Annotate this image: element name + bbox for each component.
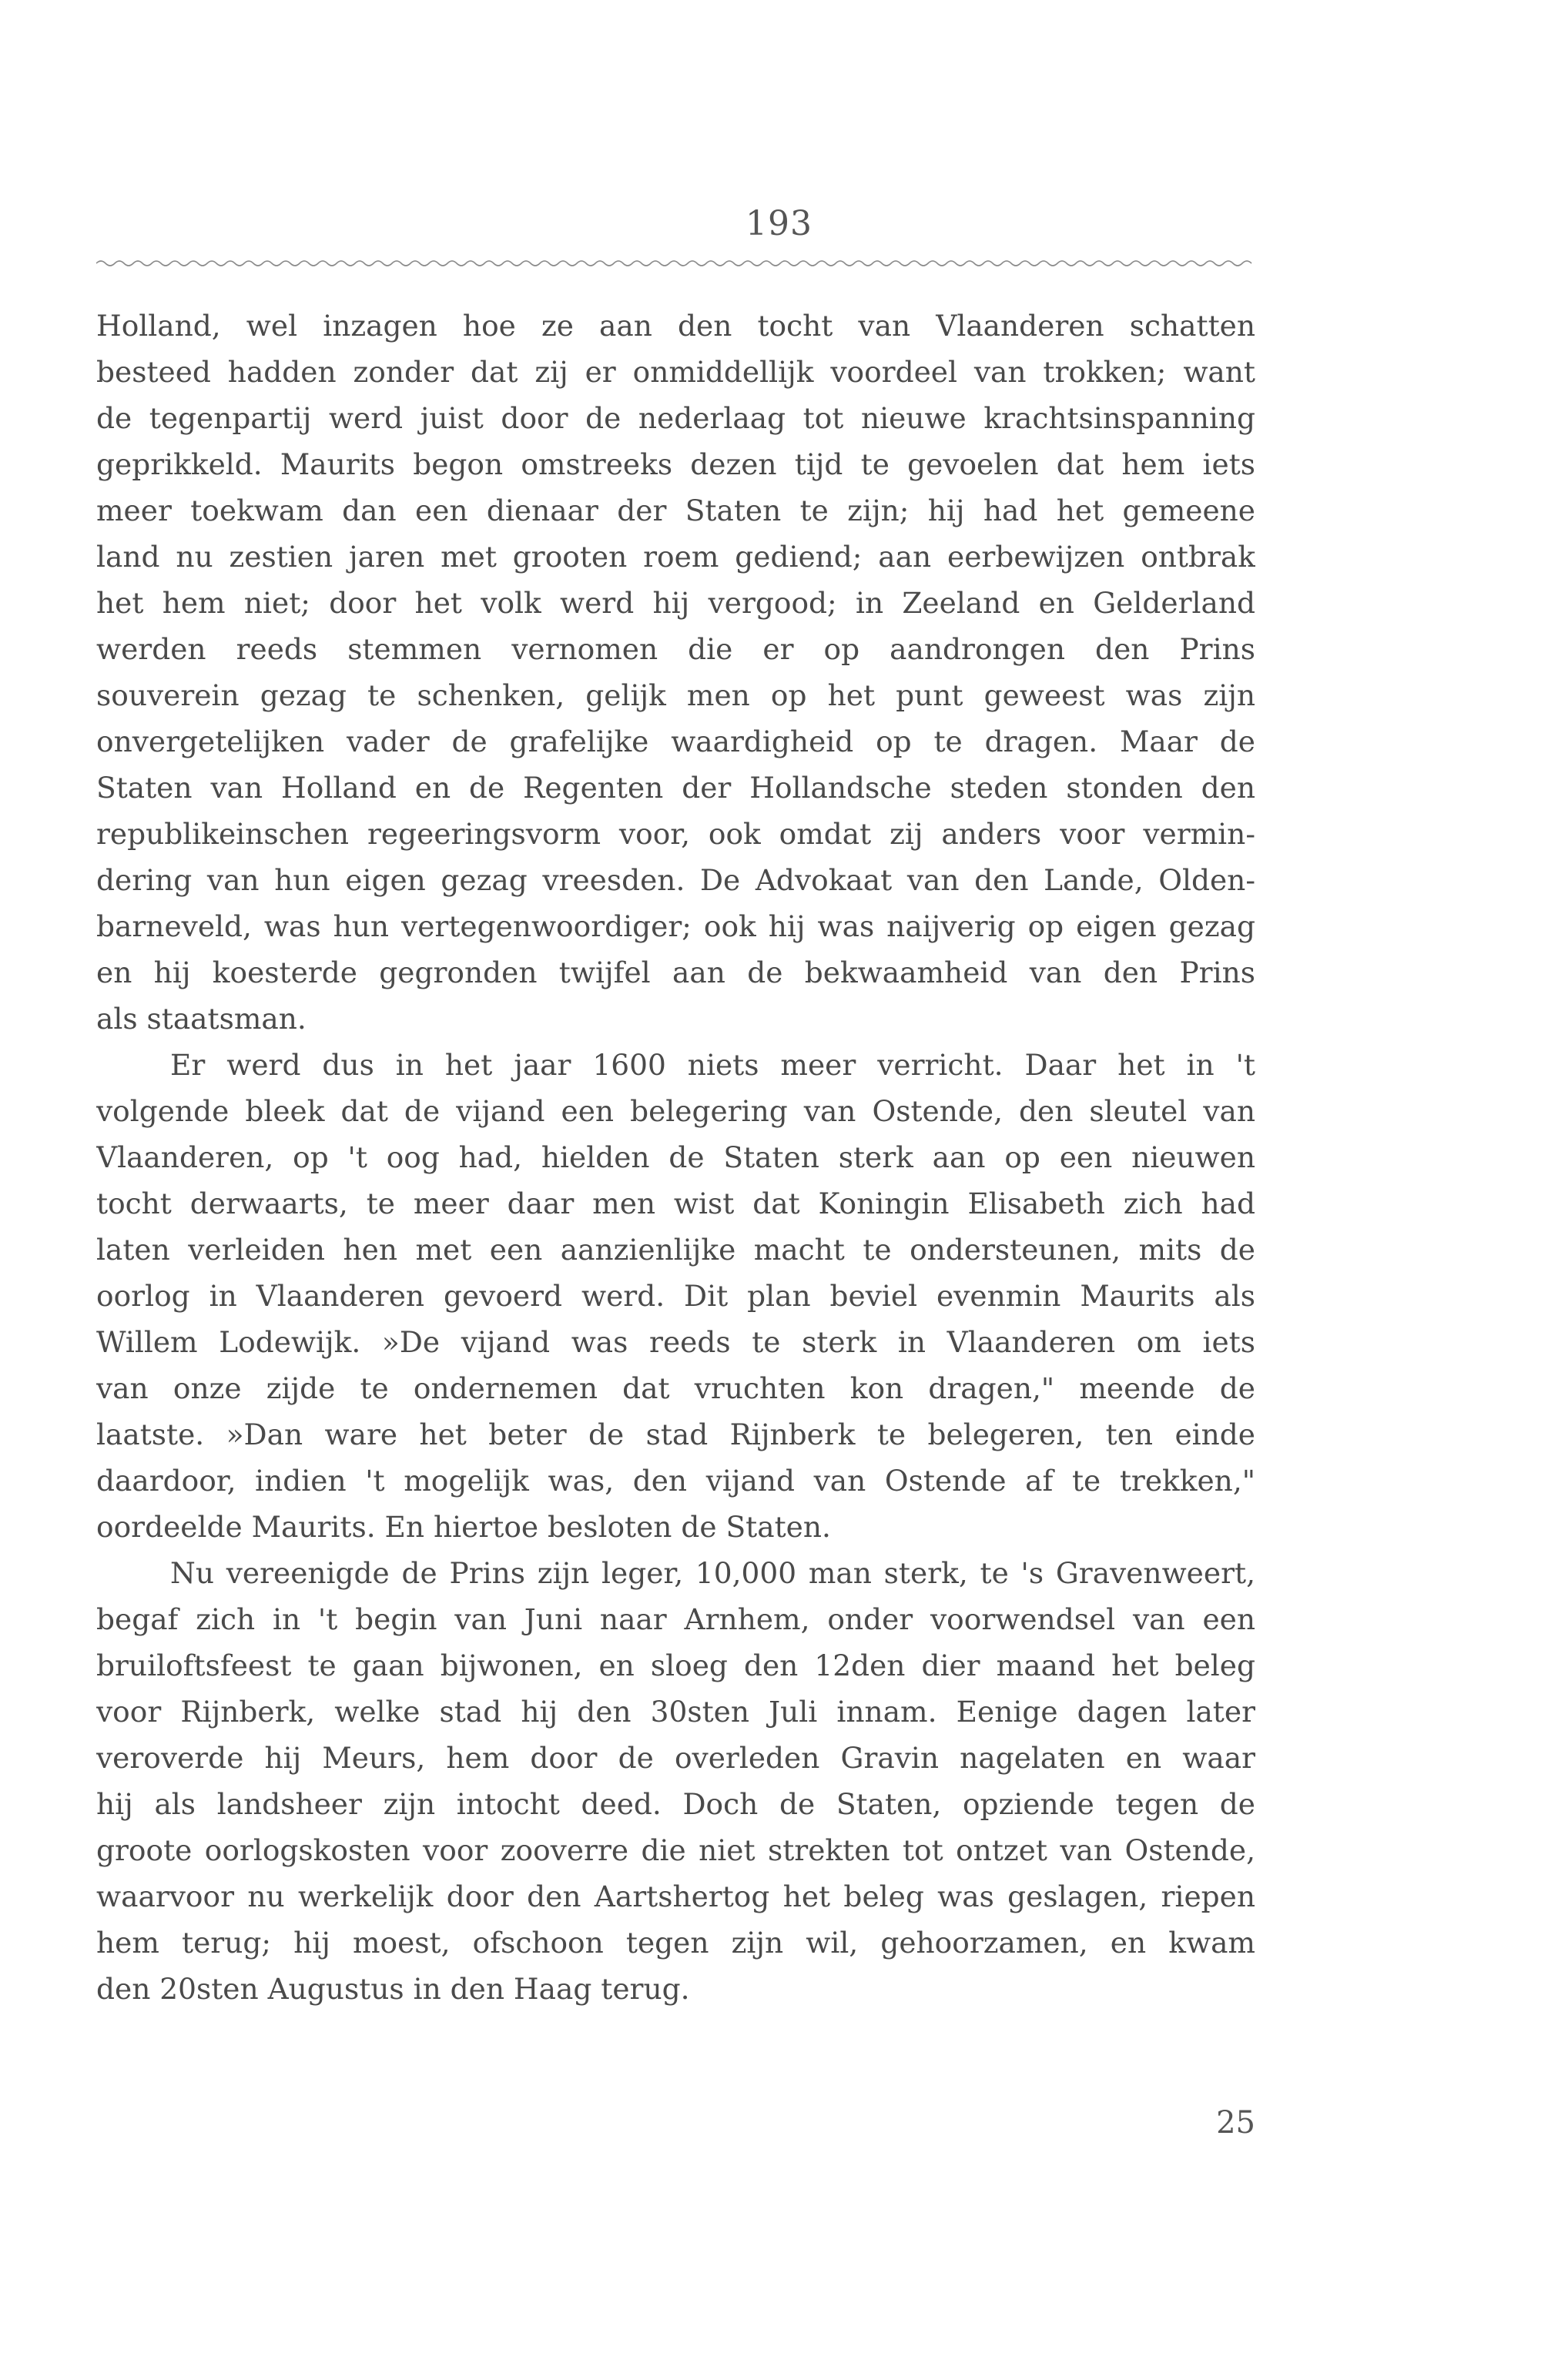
text-line: hij als landsheer zijn intocht deed. Doch de Staten, opziende tegen de bbox=[96, 1787, 1255, 1821]
text-line: Staten van Holland en de Regenten der Hollandsche steden stonden den bbox=[96, 771, 1255, 805]
text-line: daardoor, indien 't mogelijk was, den vijand van Ostende af te trekken," bbox=[96, 1464, 1255, 1498]
text-line: land nu zestien jaren met grooten roem gediend; aan eerbewijzen ontbrak bbox=[96, 540, 1255, 574]
text-line: volgende bleek dat de vijand een belegering van Ostende, den sleutel van bbox=[96, 1094, 1255, 1128]
text-line: meer toekwam dan een dienaar der Staten te zijn; hij had het gemeene bbox=[96, 494, 1255, 527]
text-line: tocht derwaarts, te meer daar men wist dat Koningin Elisabeth zich had bbox=[96, 1187, 1255, 1220]
text-line: geprikkeld. Maurits begon omstreeks dezen tijd te gevoelen dat hem iets bbox=[96, 447, 1255, 481]
text-line: besteed hadden zonder dat zij er onmiddellijk voordeel van trokken; want bbox=[96, 355, 1255, 389]
header-ornament-rule bbox=[96, 257, 1255, 269]
text-line: voor Rijnberk, welke stad hij den 30sten Juli innam. Eenige dagen later bbox=[96, 1695, 1255, 1729]
page-number: 193 bbox=[745, 204, 813, 243]
text-line: van onze zijde te ondernemen dat vruchten kon dragen," meende de bbox=[96, 1371, 1255, 1405]
text-line: souverein gezag te schenken, gelijk men op het punt geweest was zijn bbox=[96, 678, 1255, 712]
text-line: waarvoor nu werkelijk door den Aartshertog het beleg was geslagen, riepen bbox=[96, 1880, 1255, 1913]
text-line: Er werd dus in het jaar 1600 niets meer verricht. Daar het in 't bbox=[170, 1048, 1255, 1082]
text-line: barneveld, was hun vertegenwoordiger; ook hij was naijverig op eigen gezag bbox=[96, 909, 1255, 943]
text-line: het hem niet; door het volk werd hij vergood; in Zeeland en Gelderland bbox=[96, 586, 1255, 620]
text-line: oordeelde Maurits. En hiertoe besloten de Staten. bbox=[96, 1510, 831, 1544]
text-line: Holland, wel inzagen hoe ze aan den tocht van Vlaanderen schatten bbox=[96, 309, 1255, 343]
text-line: dering van hun eigen gezag vreesden. De Advokaat van den Lande, Olden- bbox=[96, 863, 1255, 897]
text-line: laatste. »Dan ware het beter de stad Rijnberk te belegeren, ten einde bbox=[96, 1418, 1255, 1451]
text-line: hem terug; hij moest, ofschoon tegen zijn wil, gehoorzamen, en kwam bbox=[96, 1926, 1255, 1960]
text-line: Nu vereenigde de Prins zijn leger, 10,000 man sterk, te 's Gravenweert, bbox=[170, 1556, 1255, 1590]
text-line: als staatsman. bbox=[96, 1002, 307, 1036]
text-line: bruiloftsfeest te gaan bijwonen, en sloeg den 12den dier maand het beleg bbox=[96, 1649, 1255, 1682]
text-line: laten verleiden hen met een aanzienlijke macht te ondersteunen, mits de bbox=[96, 1233, 1255, 1267]
text-line: en hij koesterde gegronden twijfel aan de bekwaamheid van den Prins bbox=[96, 956, 1255, 989]
text-line: republikeinschen regeeringsvorm voor, ook omdat zij anders voor vermin- bbox=[96, 817, 1255, 851]
text-line: werden reeds stemmen vernomen die er op aandrongen den Prins bbox=[96, 632, 1255, 666]
printer-signature-mark: 25 bbox=[1216, 2105, 1255, 2141]
text-line: Vlaanderen, op 't oog had, hielden de Staten sterk aan op een nieuwen bbox=[96, 1140, 1255, 1174]
wavy-rule-line bbox=[96, 261, 1251, 266]
text-line: Willem Lodewijk. »De vijand was reeds te sterk in Vlaanderen om iets bbox=[96, 1325, 1255, 1359]
text-line: oorlog in Vlaanderen gevoerd werd. Dit plan beviel evenmin Maurits als bbox=[96, 1279, 1255, 1313]
text-line: den 20sten Augustus in den Haag terug. bbox=[96, 1972, 690, 2006]
body-text bbox=[96, 303, 1255, 2012]
text-line: begaf zich in 't begin van Juni naar Arnhem, onder voorwendsel van een bbox=[96, 1602, 1255, 1636]
text-line: groote oorlogskosten voor zooverre die niet strekten tot ontzet van Ostende, bbox=[96, 1833, 1255, 1867]
text-line: veroverde hij Meurs, hem door de overleden Gravin nagelaten en waar bbox=[96, 1741, 1255, 1775]
text-line: de tegenpartij werd juist door de nederlaag tot nieuwe krachtsinspanning bbox=[96, 401, 1255, 435]
text-line: onvergetelijken vader de grafelijke waardigheid op te dragen. Maar de bbox=[96, 725, 1255, 758]
